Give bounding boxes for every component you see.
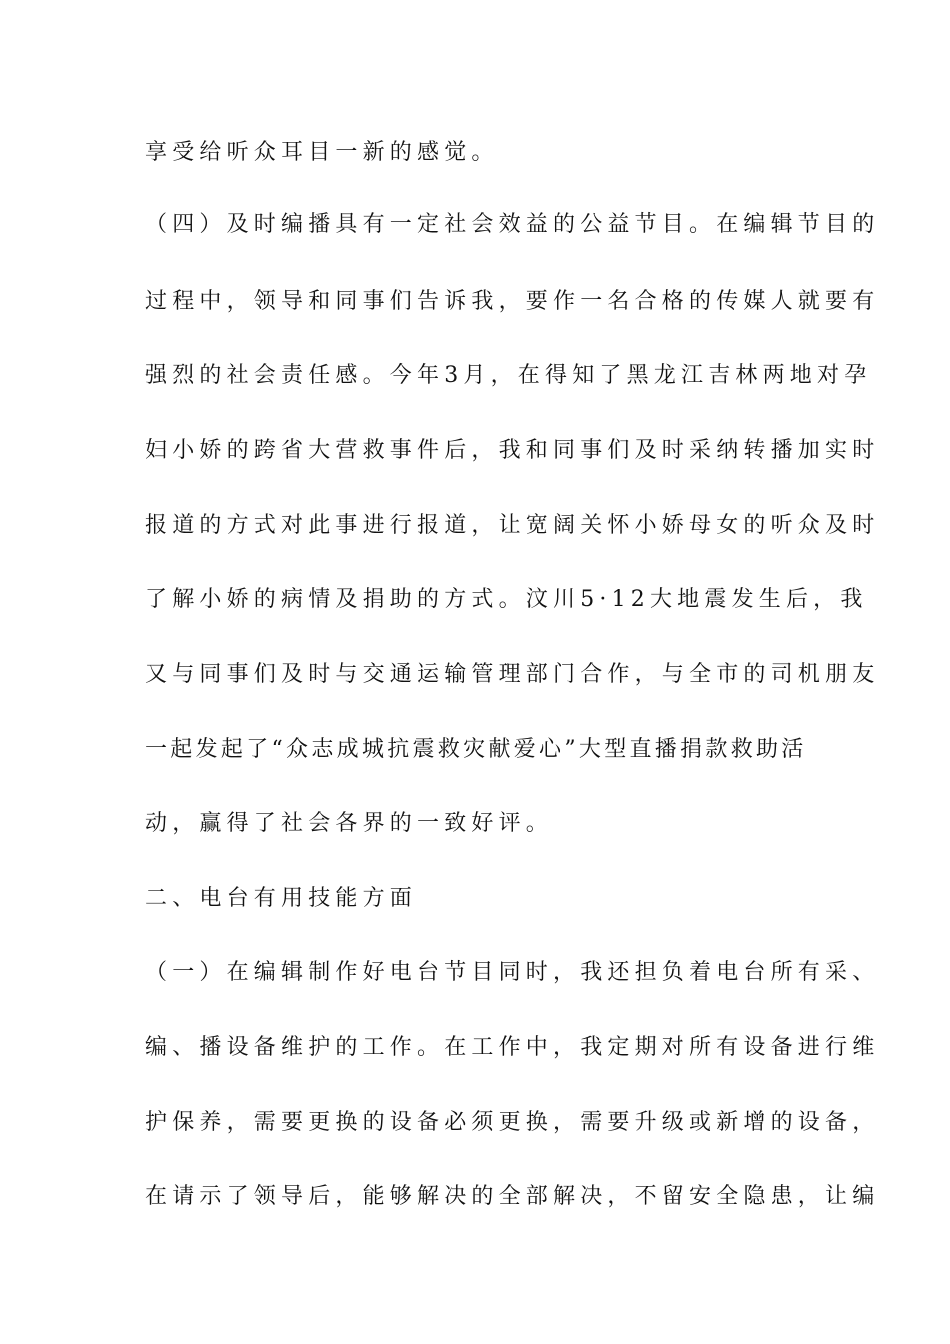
text-line-4: 强烈的社会责任感。今年3月，在得知了黑龙江吉林两地对孕 [145, 363, 872, 388]
text-line-12: （一）在编辑制作好电台节目同时，我还担负着电台所有采、 [145, 960, 880, 985]
text-line-3: 过程中，领导和同事们告诉我，要作一名合格的传媒人就要有 [145, 289, 880, 314]
text-line-9: 一起发起了“众志成城抗震救灾献爱心”大型直播捐款救助活 [145, 737, 807, 762]
text-line-5: 妇小娇的跨省大营救事件后，我和同事们及时采纳转播加实时 [145, 438, 880, 463]
text-line-7: 了解小娇的病情及捐助的方式。汶川5·12大地震发生后，我 [145, 587, 868, 612]
text-line-10: 动，赢得了社会各界的一致好评。 [145, 811, 554, 836]
text-line-14: 护保养，需要更换的设备必须更换，需要升级或新增的设备， [145, 1110, 880, 1135]
text-line-1: 享受给听众耳目一新的感觉。 [145, 140, 499, 165]
text-line-15: 在请示了领导后，能够解决的全部解决，不留安全隐患，让编 [145, 1184, 880, 1209]
text-line-13: 编、播设备维护的工作。在工作中，我定期对所有设备进行维 [145, 1035, 880, 1060]
text-line-2: （四）及时编播具有一定社会效益的公益节目。在编辑节目的 [145, 212, 880, 237]
section-heading: 二、电台有用技能方面 [145, 886, 418, 911]
text-line-8: 又与同事们及时与交通运输管理部门合作，与全市的司机朋友 [145, 662, 880, 687]
text-line-6: 报道的方式对此事进行报道，让宽阔关怀小娇母女的听众及时 [145, 513, 880, 538]
